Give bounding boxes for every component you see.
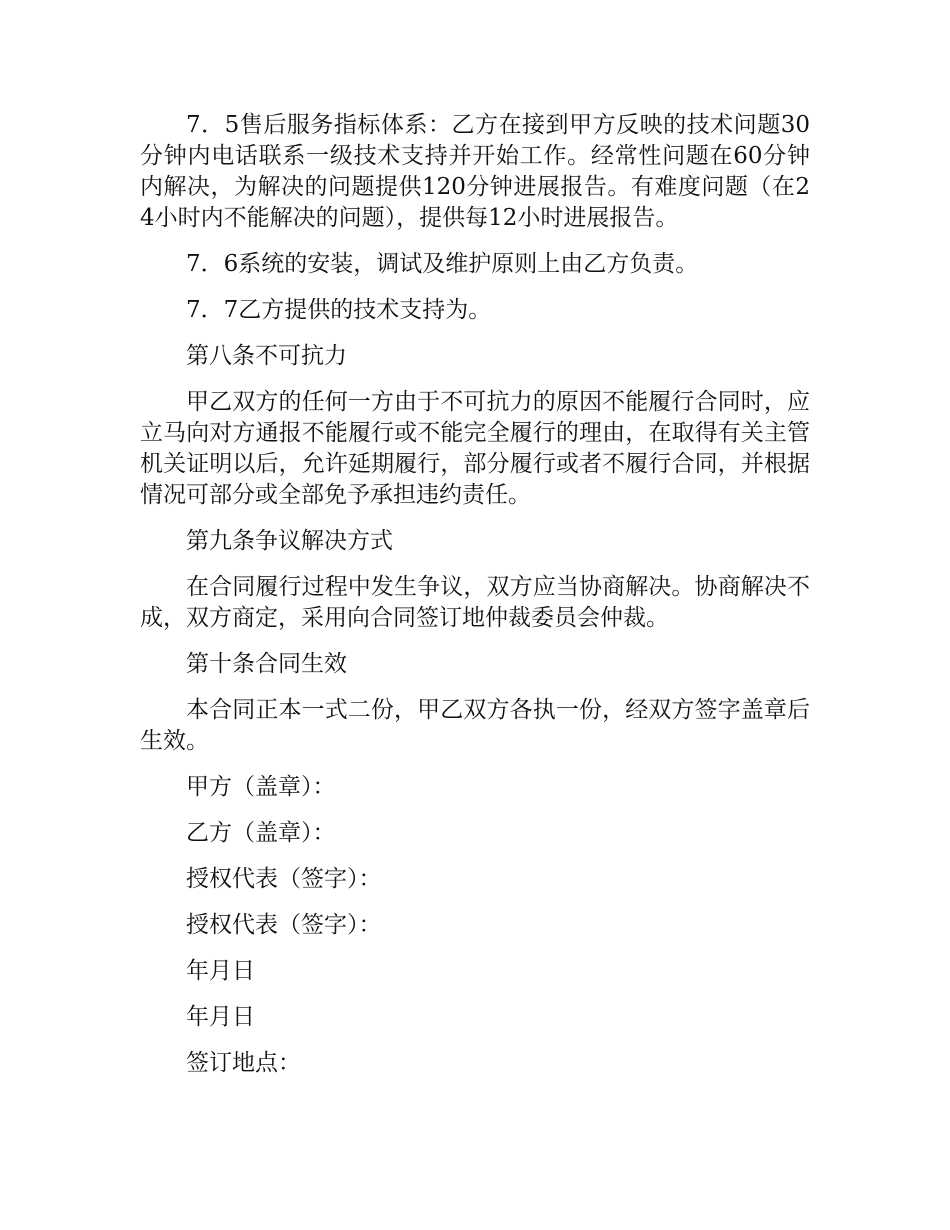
document-body xyxy=(140,110,810,1094)
signing-location-line: 签订地点： xyxy=(186,1050,301,1076)
clause-7-6-installation: 7．6系统的安装，调试及维护原则上由乙方负责。 xyxy=(186,251,699,277)
article-9-text: 在合同履行过程中发生争议，双方应当协商解决。协商解决不成，双方商定，采用向合同签订地仲裁委员会仲裁。 xyxy=(140,574,810,631)
party-a-representative-line: 授权代表（签字）： xyxy=(186,866,382,892)
party-a-date-line: 年月日 xyxy=(186,958,255,984)
party-b-seal-line: 乙方（盖章）： xyxy=(186,820,336,846)
article-10-heading: 第十条合同生效 xyxy=(186,651,347,677)
clause-7-5-after-sales-service: 7．5售后服务指标体系：乙方在接到甲方反映的技术问题30分钟内电话联系一级技术支持并开始工作。经常性问题在60分钟内解决，为解决的问题提供120分钟进展报告。有难度问题（在24小时内不能解决的问题），提供每12小时进展报告。 xyxy=(140,112,810,231)
clause-7-7-technical-support: 7．7乙方提供的技术支持为。 xyxy=(186,297,492,323)
party-b-date-line: 年月日 xyxy=(186,1004,255,1030)
article-9-heading: 第九条争议解决方式 xyxy=(186,528,393,554)
article-8-heading: 第八条不可抗力 xyxy=(186,343,347,369)
article-10-text: 本合同正本一式二份，甲乙双方各执一份，经双方签字盖章后生效。 xyxy=(140,697,810,754)
article-8-text: 甲乙双方的任何一方由于不可抗力的原因不能履行合同时，应立马向对方通报不能履行或不能完全履行的理由，在取得有关主管机关证明以后，允许延期履行，部分履行或者不履行合同，并根据情况可部分或全部免予承担违约责任。 xyxy=(140,389,810,508)
party-a-seal-line: 甲方（盖章）： xyxy=(186,774,336,800)
party-b-representative-line: 授权代表（签字）： xyxy=(186,912,382,938)
